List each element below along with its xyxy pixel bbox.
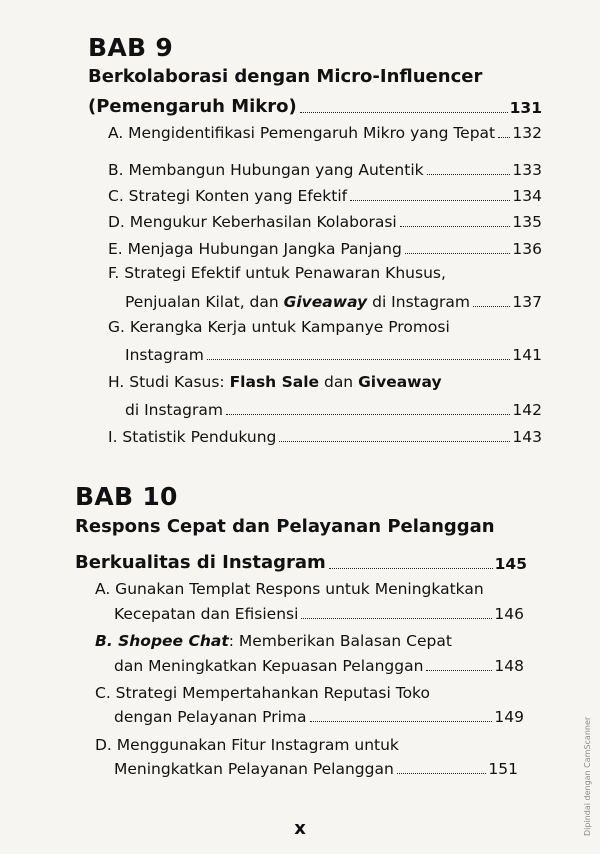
entry-h-pre: H. Studi Kasus: bbox=[108, 373, 230, 391]
leader-dots bbox=[426, 670, 492, 671]
entry-text: A. Mengidentifikasi Pemengaruh Mikro yang Tepat bbox=[108, 124, 496, 142]
bab9-heading: BAB 9 bbox=[88, 33, 174, 62]
toc-entry bbox=[114, 760, 518, 778]
bab10-page: 145 bbox=[494, 555, 527, 573]
toc-entry bbox=[114, 657, 524, 675]
entry-h-mid: dan bbox=[319, 373, 359, 391]
toc-entry bbox=[108, 240, 542, 258]
leader-dots bbox=[310, 721, 493, 722]
leader-dots bbox=[400, 226, 511, 227]
entry-text: Meningkatkan Pelayanan Pelanggan bbox=[114, 760, 394, 778]
toc-entry bbox=[108, 161, 542, 179]
entry-page: 146 bbox=[494, 605, 524, 623]
leader-dots bbox=[498, 137, 510, 138]
entry-page: 143 bbox=[512, 428, 542, 446]
leader-dots bbox=[397, 773, 487, 774]
toc-entry bbox=[125, 293, 542, 311]
toc-entry bbox=[114, 708, 524, 726]
entry-f-bold: Giveaway bbox=[283, 293, 368, 311]
entry-h-bold2: Giveaway bbox=[358, 373, 442, 391]
entry-page: 149 bbox=[494, 708, 524, 726]
toc-entry bbox=[125, 401, 542, 419]
entry-text: E. Menjaga Hubungan Jangka Panjang bbox=[108, 240, 402, 258]
entry-text: Instagram bbox=[125, 346, 204, 364]
entry-b-bold: B. Shopee Chat bbox=[95, 632, 229, 650]
entry-f-pre: Penjualan Kilat, dan bbox=[125, 293, 284, 311]
leader-dots bbox=[473, 306, 510, 307]
entry-text: B. Membangun Hubungan yang Autentik bbox=[108, 161, 424, 179]
entry-text: C. Strategi Konten yang Efektif bbox=[108, 187, 348, 205]
entry-text: dengan Pelayanan Prima bbox=[114, 708, 307, 726]
leader-dots bbox=[226, 414, 510, 415]
entry-a-line1: A. Gunakan Templat Respons untuk Meningkatkan bbox=[95, 580, 484, 598]
entry-b-line1 bbox=[95, 632, 452, 650]
leader-dots bbox=[405, 253, 511, 254]
entry-text bbox=[125, 293, 470, 311]
entry-page: 134 bbox=[512, 187, 542, 205]
entry-page: 141 bbox=[512, 346, 542, 364]
leader-dots bbox=[207, 359, 511, 360]
leader-dots bbox=[329, 568, 493, 569]
page-numeral: x bbox=[294, 818, 306, 839]
entry-text: Kecepatan dan Efisiensi bbox=[114, 605, 299, 623]
bab10-title-line2: Berkualitas di Instagram bbox=[75, 552, 326, 573]
toc-entry bbox=[108, 428, 542, 446]
entry-page: 137 bbox=[512, 293, 542, 311]
entry-text: D. Mengukur Keberhasilan Kolaborasi bbox=[108, 213, 397, 231]
scanner-watermark: Dipindai dengan CamScanner bbox=[583, 716, 592, 836]
bab10-title-line1: Respons Cepat dan Pelayanan Pelanggan bbox=[75, 516, 495, 537]
toc-entry bbox=[114, 605, 524, 623]
entry-f-post: di Instagram bbox=[367, 293, 471, 311]
entry-h-line1 bbox=[108, 373, 442, 391]
entry-page: 142 bbox=[512, 401, 542, 419]
entry-page: 135 bbox=[512, 213, 542, 231]
leader-dots bbox=[279, 441, 510, 442]
entry-page: 133 bbox=[512, 161, 542, 179]
leader-dots bbox=[427, 174, 511, 175]
toc-entry bbox=[108, 124, 542, 142]
entry-text: dan Meningkatkan Kepuasan Pelanggan bbox=[114, 657, 424, 675]
leader-dots bbox=[350, 200, 510, 201]
bab10-title-row bbox=[75, 552, 527, 573]
entry-b-rest: : Memberikan Balasan Cepat bbox=[228, 632, 452, 650]
bab9-title-row bbox=[88, 96, 542, 117]
entry-page: 136 bbox=[512, 240, 542, 258]
bab9-title-line1: Berkolaborasi dengan Micro-Influencer bbox=[88, 66, 483, 87]
toc-entry bbox=[108, 213, 542, 231]
entry-page: 151 bbox=[488, 760, 518, 778]
toc-entry bbox=[108, 187, 542, 205]
entry-g-line1: G. Kerangka Kerja untuk Kampanye Promosi bbox=[108, 318, 450, 336]
bab9-title-line2: (Pemengaruh Mikro) bbox=[88, 96, 297, 117]
bab9-page: 131 bbox=[509, 99, 542, 117]
leader-dots bbox=[300, 112, 508, 113]
entry-h-bold1: Flash Sale bbox=[229, 373, 320, 391]
bab10-heading: BAB 10 bbox=[75, 482, 178, 511]
leader-dots bbox=[301, 618, 492, 619]
entry-text: di Instagram bbox=[125, 401, 223, 419]
entry-page: 132 bbox=[512, 124, 542, 142]
toc-entry bbox=[125, 346, 542, 364]
entry-f-line1: F. Strategi Efektif untuk Penawaran Khusus, bbox=[108, 264, 446, 282]
entry-text: I. Statistik Pendukung bbox=[108, 428, 277, 446]
entry-page: 148 bbox=[494, 657, 524, 675]
entry-c-line1: C. Strategi Mempertahankan Reputasi Toko bbox=[95, 684, 430, 702]
entry-d-line1: D. Menggunakan Fitur Instagram untuk bbox=[95, 736, 399, 754]
